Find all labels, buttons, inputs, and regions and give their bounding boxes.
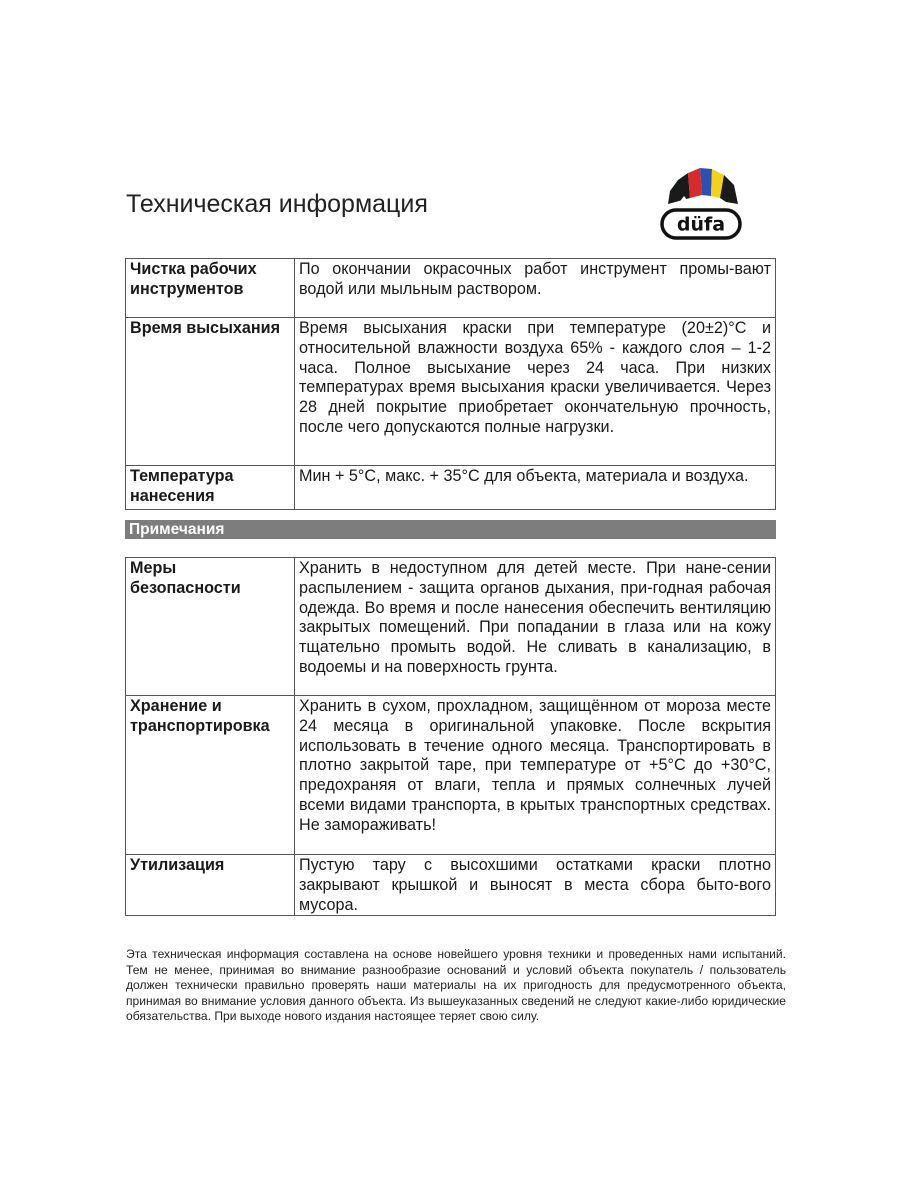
row-label: Хранение и транспортировка xyxy=(126,696,295,855)
row-text: Хранить в недоступном для детей месте. При нане-сении распылением - защита органов дыхания, при-годная рабочая одежда. Во время и после нанесения обеспечить вентиляцию закрытых помещений. При попадании в глаза или на кожу тщательно промыть водой. Не сливать в канализацию, в водоемы и на поверхность грунта. xyxy=(295,558,776,696)
table-row xyxy=(126,855,776,916)
section-header-notes: Примечания xyxy=(125,520,776,539)
row-text: Мин + 5°С, макс. + 35°С для объекта, материала и воздуха. xyxy=(295,466,776,510)
row-label: Чистка рабочих инструментов xyxy=(126,259,295,318)
dufa-logo xyxy=(656,158,746,244)
row-text: Время высыхания краски при температуре (20±2)°С и относительной влажности воздуха 65% - каждого слоя – 1-2 часа. Полное высыхание через 24 часа. При низких температурах время высыхания краски увеличивается. Через 28 дней покрытие приобретает окончательную прочность, после чего допускаются полные нагрузки. xyxy=(295,318,776,466)
row-text: Пустую тару с высохшими остатками краски плотно закрывают крышкой и выносят в места сбора быто-вого мусора. xyxy=(295,855,776,916)
table-row xyxy=(126,696,776,855)
technical-info-table xyxy=(125,258,776,510)
row-label: Время высыхания xyxy=(126,318,295,466)
logo-fan-black xyxy=(668,173,690,204)
logo-fan-blue xyxy=(700,168,712,196)
table-row xyxy=(126,318,776,466)
disclaimer-text: Эта техническая информация составлена на основе новейшего уровня техники и проведенных нами испытаний. Тем не менее, принимая во внимание разнообразие оснований и условий объекта покупатель / пользователь должен технически правильно проверять наши материалы на их пригодность для предусмотренного объекта, принимая во внимание условия данного объекта. Из вышеуказанных сведений не следуют какие-либо юридические обязательства. При выходе нового издания настоящее теряет свою силу. xyxy=(126,947,786,1024)
logo-text: düfa xyxy=(676,213,726,236)
notes-table xyxy=(125,557,776,916)
row-label: Температура нанесения xyxy=(126,466,295,510)
table-row xyxy=(126,259,776,318)
row-text: Хранить в сухом, прохладном, защищённом от мороза месте 24 месяца в оригинальной упаковке. После вскрытия использовать в течение одного месяца. Транспортировать в плотно закрытой таре, при температуре от +5°С до +30°С, предохраняя от влаги, тепла и прямых солнечных лучей всеми видами транспорта, в крытых транспортных средствах. Не замораживать! xyxy=(295,696,776,855)
logo-fan-red xyxy=(688,168,702,198)
row-text: По окончании окрасочных работ инструмент промы-вают водой или мыльным раствором. xyxy=(295,259,776,318)
logo-fan-icon xyxy=(668,168,738,204)
row-label: Утилизация xyxy=(126,855,295,916)
row-label: Меры безопасности xyxy=(126,558,295,696)
page-title: Техническая информация xyxy=(126,190,428,218)
table-row xyxy=(126,558,776,696)
table-row xyxy=(126,466,776,510)
